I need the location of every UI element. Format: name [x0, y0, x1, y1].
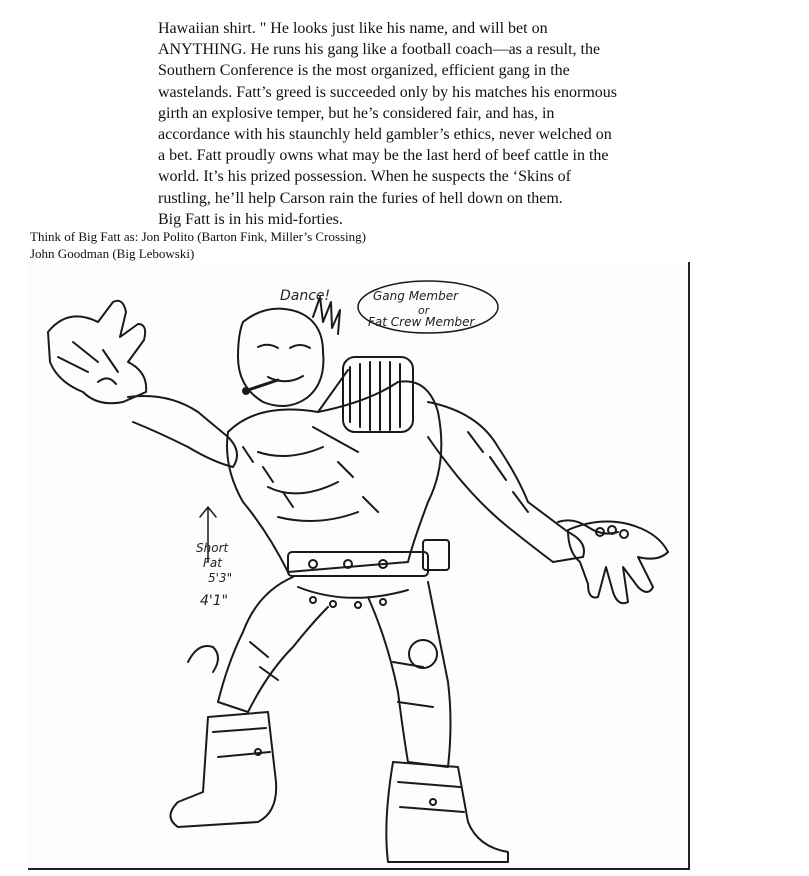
gang-annotation: Gang Member: [373, 289, 459, 303]
description-line: Hawaiian shirt. " He looks just like his name, and will bet on: [158, 20, 548, 37]
casting-caption-secondary: John Goodman (Big Lebowski): [30, 246, 195, 261]
description-line: Southern Conference is the most organized, efficient gang in the: [158, 62, 570, 80]
raised-hand: [48, 301, 146, 404]
torso: [227, 357, 441, 572]
character-sketch: [28, 262, 690, 870]
description-line: accordance with his staunchly held gambler’s ethics, never welched on: [158, 126, 612, 144]
description-line: ANYTHING. He runs his gang like a football coach—as a result, the: [158, 41, 601, 59]
description-line: world. It’s his prized possession. When he suspects the ‘Skins of: [158, 168, 571, 186]
description-line: wastelands. Fatt’s greed is succeeded only by his matches his enormous: [158, 83, 618, 101]
boots: [171, 712, 509, 862]
height-annotation: 5'3": [208, 571, 233, 585]
head: [238, 297, 340, 406]
character-description: [158, 18, 698, 230]
gang-annotation-alt: Fat Crew Member: [368, 315, 475, 329]
open-hand: [568, 522, 668, 604]
left-arm: [128, 396, 237, 467]
description-line: Big Fatt is in his mid-forties.: [158, 210, 343, 228]
description-line: a bet. Fatt proudly owns what may be the last herd of beef cattle in the: [158, 147, 609, 165]
casting-caption: Think of Big Fatt as: Jon Polito (Barton Fink, Miller’s Crossing): [30, 229, 366, 244]
height-annotation: Short: [196, 541, 229, 555]
description-line: rustling, he’ll help Carson rain the furies of hell down on them.: [158, 189, 563, 207]
dance-annotation: Dance!: [280, 288, 331, 304]
sketch-drawing: [28, 262, 688, 868]
gang-annotation-or: or: [418, 304, 430, 317]
height-annotation: 4'1": [200, 593, 229, 609]
right-arm: [428, 402, 618, 562]
height-annotation: Fat: [203, 556, 222, 570]
description-line: girth an explosive temper, but he’s considered fair, and has, in: [158, 104, 555, 122]
